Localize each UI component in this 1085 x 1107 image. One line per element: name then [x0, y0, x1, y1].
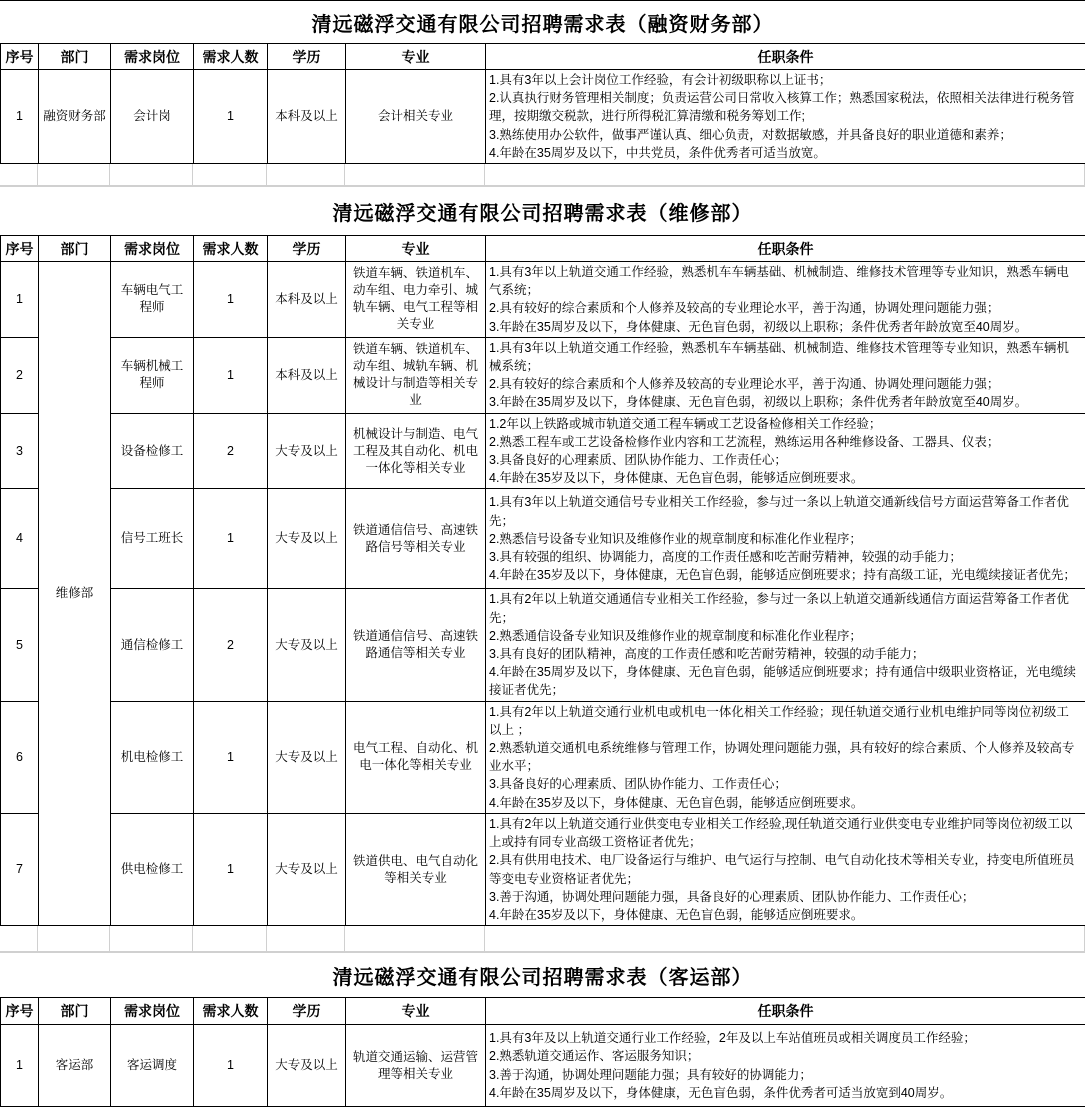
requirement-line: 3.年龄在35周岁及以下，身体健康、无色盲色弱，初级以上职称；条件优秀者年龄放宽至40周岁。	[489, 318, 1081, 336]
requirement-line: 2.熟悉轨道交通运作、客运服务知识；	[489, 1047, 1081, 1065]
empty-sheet-cell	[345, 164, 485, 185]
requirement-line: 2.熟悉工程车或工艺设备检修作业内容和工艺流程，熟练运用各种维修设备、工器具、仪表；	[489, 433, 1081, 451]
requirement-line: 1.具有3年以上轨道交通信号专业相关工作经验，参与过一条以上轨道交通新线信号方面运营筹备工作者优先；	[489, 493, 1081, 529]
cell-position: 设备检修工	[111, 413, 194, 489]
table-row	[1, 337, 1085, 413]
requirement-line: 3.善于沟通，协调处理问题能力强；具有较好的协调能力；	[489, 1066, 1081, 1084]
requirement-line: 1.具有3年以上会计岗位工作经验，有会计初级职称以上证书；	[489, 71, 1081, 89]
recruitment-table-passenger	[0, 997, 1085, 1107]
requirement-line: 4.年龄在35周岁及以下，中共党员，条件优秀者可适当放宽。	[489, 144, 1081, 162]
table-row	[1, 489, 1085, 589]
column-header-position: 需求岗位	[111, 44, 194, 70]
empty-sheet-cell	[267, 164, 345, 185]
cell-major: 轨道交通运输、运营管理等相关专业	[346, 1025, 486, 1107]
requirement-line: 2.熟悉通信设备专业知识及维修作业的规章制度和标准化作业程序；	[489, 627, 1081, 645]
cell-position: 客运调度	[111, 1025, 194, 1107]
cell-seq: 1	[1, 1025, 39, 1107]
requirement-line: 3.具有良好的团队精神，高度的工作责任感和吃苦耐劳精神，较强的动手能力；	[489, 645, 1081, 663]
cell-position: 车辆电气工程师	[111, 262, 194, 338]
cell-major: 铁道车辆、铁道机车、动车组、城轨车辆、机械设计与制造等相关专业	[346, 337, 486, 413]
column-header-major: 专业	[346, 44, 486, 70]
table-row	[1, 1025, 1085, 1107]
requirement-line: 4.年龄在35周岁及以下，身体健康、无色盲色弱，能够适应倒班要求；持有通信中级职业资格证，光电缆续接证者优先；	[489, 663, 1081, 699]
sheet-gap-row	[0, 926, 1085, 952]
requirement-line: 2.认真执行财务管理相关制度；负责运营公司日常收入核算工作；熟悉国家税法，依照相关法律进行税务管理，按期缴交税款，进行所得税汇算清缴和税务筹划工作;	[489, 89, 1081, 125]
requirement-line: 1.具有2年以上轨道交通通信专业相关工作经验，参与过一条以上轨道交通新线通信方面运营筹备工作者优先；	[489, 590, 1081, 626]
cell-major: 机械设计与制造、电气工程及其自动化、机电一体化等相关专业	[346, 413, 486, 489]
empty-sheet-cell	[193, 926, 267, 951]
table-row	[1, 701, 1085, 813]
header-row	[1, 44, 1085, 70]
column-header-major: 专业	[346, 236, 486, 262]
requirement-line: 4.年龄在35岁及以下，身体健康，无色盲色弱，能够适应倒班要求；持有高级工证，光电缆续接证者优先；	[489, 566, 1081, 584]
cell-major: 铁道通信信号、高速铁路信号等相关专业	[346, 489, 486, 589]
requirement-line: 1.具有3年以上轨道交通工作经验，熟悉机车车辆基础、机械制造、维修技术管理等专业知识，熟悉车辆电气系统；	[489, 263, 1081, 299]
cell-requirements	[486, 413, 1085, 489]
requirement-line: 1.2年以上铁路或城市轨道交通工程车辆或工艺设备检修相关工作经验；	[489, 415, 1081, 433]
requirement-line: 3.具有较强的组织、协调能力，高度的工作责任感和吃苦耐劳精神，较强的动手能力；	[489, 548, 1081, 566]
requirement-line: 2.具有较好的综合素质和个人修养及较高的专业理论水平，善于沟通、协调处理问题能力强；	[489, 375, 1081, 393]
cell-headcount: 1	[194, 70, 268, 164]
column-header-department: 部门	[39, 236, 111, 262]
requirement-line: 2.具有较好的综合素质和个人修养及较高的专业理论水平，善于沟通，协调处理问题能力强；	[489, 299, 1081, 317]
cell-department: 客运部	[39, 1025, 111, 1107]
cell-headcount: 1	[194, 701, 268, 813]
requirement-line: 4.年龄在35岁及以下，身体健康、无色盲色弱，能够适应倒班要求。	[489, 469, 1081, 487]
table-row	[1, 589, 1085, 701]
empty-sheet-cell	[485, 164, 1085, 185]
requirement-line: 2.熟悉信号设备专业知识及维修作业的规章制度和标准化作业程序；	[489, 530, 1081, 548]
cell-headcount: 1	[194, 813, 268, 925]
column-header-seq: 序号	[1, 236, 39, 262]
table-title-finance: 清远磁浮交通有限公司招聘需求表（融资财务部）	[0, 1, 1085, 43]
requirement-line: 4.年龄在35岁及以下，身体健康、无色盲色弱，能够适应倒班要求。	[489, 794, 1081, 812]
column-header-department: 部门	[39, 44, 111, 70]
column-header-education: 学历	[268, 998, 346, 1025]
empty-sheet-cell	[0, 926, 38, 951]
cell-education: 大专及以上	[268, 589, 346, 701]
cell-education: 大专及以上	[268, 813, 346, 925]
column-header-education: 学历	[268, 236, 346, 262]
requirement-line: 4.年龄在35周岁及以下，身体健康，无色盲色弱，条件优秀者可适当放宽到40周岁。	[489, 1084, 1081, 1102]
requirement-line: 3.熟练使用办公软件，做事严谨认真、细心负责，对数据敏感，并具备良好的职业道德和素养；	[489, 126, 1081, 144]
cell-requirements	[486, 701, 1085, 813]
cell-education: 大专及以上	[268, 413, 346, 489]
cell-headcount: 1	[194, 1025, 268, 1107]
cell-education: 本科及以上	[268, 262, 346, 338]
cell-headcount: 1	[194, 262, 268, 338]
cell-requirements	[486, 337, 1085, 413]
header-row	[1, 998, 1085, 1025]
empty-sheet-cell	[38, 926, 110, 951]
cell-position: 会计岗	[111, 70, 194, 164]
table-title-maintenance: 清远磁浮交通有限公司招聘需求表（维修部）	[0, 186, 1085, 235]
empty-sheet-cell	[110, 926, 193, 951]
column-header-major: 专业	[346, 998, 486, 1025]
cell-department: 融资财务部	[39, 70, 111, 164]
cell-major: 铁道供电、电气自动化等相关专业	[346, 813, 486, 925]
cell-seq: 1	[1, 262, 39, 338]
cell-position: 供电检修工	[111, 813, 194, 925]
table-row	[1, 813, 1085, 925]
requirement-line: 1.具有2年以上轨道交通行业机电或机电一体化相关工作经验；现任轨道交通行业机电维护同等岗位初级工以上 ；	[489, 703, 1081, 739]
empty-sheet-cell	[38, 164, 110, 185]
requirement-line: 3.年龄在35周岁及以下，身体健康、无色盲色弱，初级以上职称；条件优秀者年龄放宽至40周岁。	[489, 393, 1081, 411]
cell-department: 维修部	[39, 262, 111, 926]
column-header-position: 需求岗位	[111, 998, 194, 1025]
cell-headcount: 2	[194, 413, 268, 489]
cell-major: 铁道通信信号、高速铁路通信等相关专业	[346, 589, 486, 701]
column-header-headcount: 需求人数	[194, 44, 268, 70]
cell-position: 车辆机械工程师	[111, 337, 194, 413]
requirement-line: 2.熟悉轨道交通机电系统维修与管理工作，协调处理问题能力强，具有较好的综合素质、个人修养及较高专业水平；	[489, 739, 1081, 775]
cell-major: 电气工程、自动化、机电一体化等相关专业	[346, 701, 486, 813]
empty-sheet-cell	[110, 164, 193, 185]
requirement-line: 3.具备良好的心理素质、团队协作能力、工作责任心；	[489, 451, 1081, 469]
cell-requirements	[486, 813, 1085, 925]
cell-seq: 1	[1, 70, 39, 164]
column-header-requirements: 任职条件	[486, 236, 1085, 262]
header-row	[1, 236, 1085, 262]
table-row	[1, 70, 1085, 164]
table-row	[1, 413, 1085, 489]
cell-seq: 5	[1, 589, 39, 701]
cell-position: 信号工班长	[111, 489, 194, 589]
cell-headcount: 1	[194, 337, 268, 413]
empty-sheet-cell	[0, 164, 38, 185]
column-header-headcount: 需求人数	[194, 236, 268, 262]
cell-headcount: 2	[194, 589, 268, 701]
empty-sheet-cell	[345, 926, 485, 951]
column-header-headcount: 需求人数	[194, 998, 268, 1025]
cell-seq: 2	[1, 337, 39, 413]
column-header-seq: 序号	[1, 998, 39, 1025]
requirement-line: 3.具备良好的心理素质、团队协作能力、工作责任心；	[489, 775, 1081, 793]
cell-education: 本科及以上	[268, 337, 346, 413]
column-header-requirements: 任职条件	[486, 44, 1085, 70]
column-header-requirements: 任职条件	[486, 998, 1085, 1025]
cell-requirements	[486, 1025, 1085, 1107]
cell-education: 大专及以上	[268, 489, 346, 589]
table-title-passenger: 清远磁浮交通有限公司招聘需求表（客运部）	[0, 952, 1085, 997]
requirement-line: 1.具有3年及以上轨道交通行业工作经验，2年及以上车站值班员或相关调度员工作经验；	[489, 1029, 1081, 1047]
empty-sheet-cell	[193, 164, 267, 185]
requirement-line: 3.善于沟通，协调处理问题能力强，具备良好的心理素质、团队协作能力、工作责任心；	[489, 888, 1081, 906]
column-header-department: 部门	[39, 998, 111, 1025]
sheet-gap-row	[0, 164, 1085, 186]
cell-seq: 4	[1, 489, 39, 589]
cell-position: 机电检修工	[111, 701, 194, 813]
cell-requirements	[486, 70, 1085, 164]
recruitment-table-finance	[0, 43, 1085, 164]
cell-requirements	[486, 262, 1085, 338]
cell-seq: 7	[1, 813, 39, 925]
column-header-education: 学历	[268, 44, 346, 70]
cell-position: 通信检修工	[111, 589, 194, 701]
cell-seq: 6	[1, 701, 39, 813]
empty-sheet-cell	[485, 926, 1085, 951]
cell-seq: 3	[1, 413, 39, 489]
cell-education: 大专及以上	[268, 1025, 346, 1107]
requirement-line: 2.具有供用电技术、电厂设备运行与维护、电气运行与控制、电气自动化技术等相关专业，持变电所值班员等变电专业资格证者优先；	[489, 851, 1081, 887]
column-header-seq: 序号	[1, 44, 39, 70]
cell-headcount: 1	[194, 489, 268, 589]
cell-education: 大专及以上	[268, 701, 346, 813]
cell-requirements	[486, 589, 1085, 701]
recruitment-table-maintenance	[0, 235, 1085, 926]
table-row	[1, 262, 1085, 338]
cell-major: 会计相关专业	[346, 70, 486, 164]
cell-major: 铁道车辆、铁道机车、动车组、电力牵引、城轨车辆、电气工程等相关专业	[346, 262, 486, 338]
cell-education: 本科及以上	[268, 70, 346, 164]
requirement-line: 1.具有2年以上轨道交通行业供变电专业相关工作经验,现任轨道交通行业供变电专业维护同等岗位初级工以上或持有同专业高级工资格证者优先；	[489, 815, 1081, 851]
cell-requirements	[486, 489, 1085, 589]
empty-sheet-cell	[267, 926, 345, 951]
requirement-line: 4.年龄在35岁及以下，身体健康、无色盲色弱，能够适应倒班要求。	[489, 906, 1081, 924]
column-header-position: 需求岗位	[111, 236, 194, 262]
requirement-line: 1.具有3年以上轨道交通工作经验，熟悉机车车辆基础、机械制造、维修技术管理等专业知识，熟悉车辆机械系统；	[489, 339, 1081, 375]
